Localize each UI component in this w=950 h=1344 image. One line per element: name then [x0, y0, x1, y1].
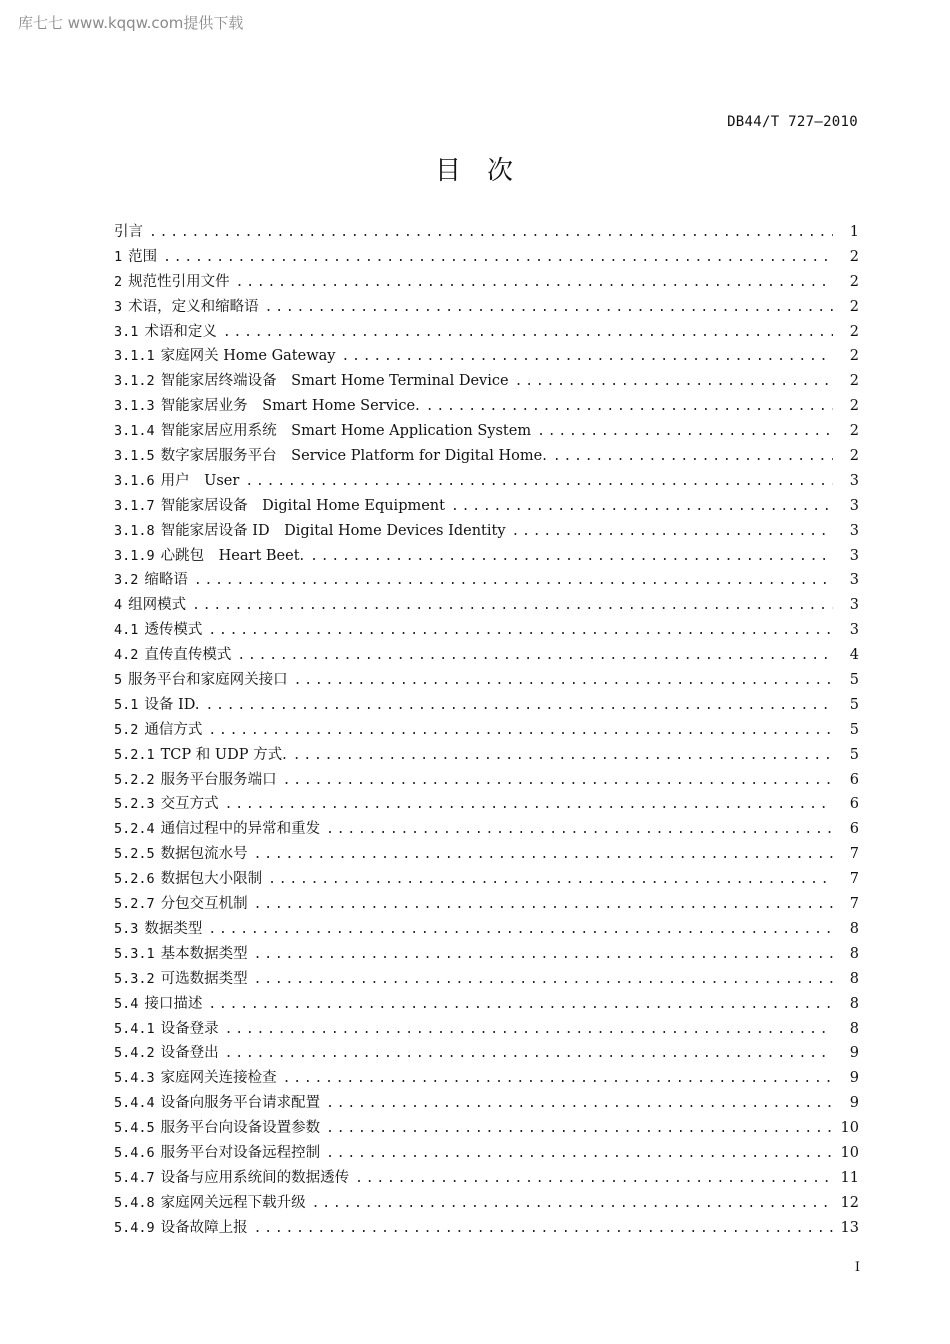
toc-entry-label: 家庭网关远程下载升级 — [160, 1194, 306, 1211]
toc-entry-label: 服务平台和家庭网关接口 — [128, 672, 288, 689]
toc-entry-label: 基本数据类型 — [160, 945, 248, 962]
toc-entry[interactable] — [114, 693, 859, 718]
toc-entry-label: 服务平台对设备远程控制 — [160, 1144, 321, 1161]
toc-entry[interactable] — [114, 892, 859, 917]
toc-entry[interactable] — [114, 1141, 859, 1166]
toc-leader-dots — [225, 1046, 833, 1061]
toc-entry[interactable] — [114, 867, 859, 892]
toc-entry-label: 直传直传模式 — [144, 647, 232, 664]
toc-entry-page: 11 — [840, 1169, 859, 1186]
toc-leader-dots — [254, 847, 833, 862]
toc-entry-page: 3 — [849, 522, 859, 539]
toc-entry[interactable] — [114, 469, 859, 494]
toc-entry-number: 3.1.8 — [114, 522, 155, 539]
toc-entry-number: 5.2 — [114, 721, 139, 738]
toc-entry-label: 通信方式 — [144, 721, 203, 738]
toc-leader-dots — [268, 872, 833, 887]
toc-entry[interactable] — [114, 394, 859, 419]
toc-entry-number: 3.1.5 — [114, 448, 155, 465]
toc-entry-page: 1 — [849, 224, 859, 240]
toc-entry[interactable] — [114, 917, 859, 942]
toc-entry-label: 范围 — [128, 248, 158, 265]
toc-entry[interactable] — [114, 1041, 859, 1066]
toc-entry-label: 智能家居终端设备 Smart Home Terminal Device — [160, 373, 509, 390]
toc-entry[interactable] — [114, 743, 859, 768]
toc-entry-page: 3 — [849, 472, 859, 489]
toc-leader-dots — [194, 573, 833, 588]
toc-entry-label: 组网模式 — [128, 597, 187, 614]
toc-entry[interactable] — [114, 817, 859, 842]
toc-entry-label: 术语，定义和缩略语 — [128, 298, 259, 315]
toc-entry-page: 4 — [849, 647, 859, 664]
toc-entry-number: 5.2.5 — [114, 846, 155, 863]
toc-entry-label: 设备故障上报 — [160, 1219, 248, 1236]
toc-entry-label: 引言 — [114, 224, 143, 240]
toc-leader-dots — [208, 723, 833, 738]
toc-entry-number: 5.3.2 — [114, 970, 155, 987]
toc-entry[interactable] — [114, 1166, 859, 1191]
toc-leader-dots — [208, 997, 833, 1012]
toc-entry-label: 智能家居设备 Digital Home Equipment — [160, 497, 445, 514]
toc-leader-dots — [192, 598, 833, 613]
toc-entry-label: 设备 ID. — [144, 696, 200, 713]
toc-leader-dots — [149, 225, 833, 240]
toc-entry-page: 5 — [849, 672, 859, 689]
toc-entry-page: 10 — [840, 1120, 859, 1137]
toc-entry-label: 用户 User — [160, 472, 240, 489]
toc-entry-label: 智能家居业务 Smart Home Service. — [160, 398, 420, 415]
toc-entry-page: 7 — [849, 871, 859, 888]
toc-entry-number: 3.1.3 — [114, 398, 155, 415]
toc-entry-page: 3 — [849, 547, 859, 564]
toc-entry-page: 9 — [849, 1095, 859, 1112]
toc-entry-number: 4 — [114, 597, 123, 614]
toc-entry[interactable] — [114, 344, 859, 369]
toc-entry-number: 5.4.2 — [114, 1045, 155, 1062]
toc-leader-dots — [326, 822, 833, 837]
toc-entry[interactable] — [114, 593, 859, 618]
toc-entry-number: 5.4 — [114, 995, 139, 1012]
toc-leader-dots — [326, 1146, 833, 1161]
toc-entry-number: 3.1.2 — [114, 373, 155, 390]
toc-entry-number: 5.3.1 — [114, 945, 155, 962]
toc-entry[interactable] — [114, 419, 859, 444]
toc-entry-number: 3.1 — [114, 323, 139, 340]
toc-leader-dots — [283, 773, 833, 788]
toc-entry-label: 家庭网关 Home Gateway — [160, 348, 336, 365]
toc-entry-page: 2 — [849, 448, 859, 465]
toc-entry-number: 3.1.1 — [114, 348, 155, 365]
toc-leader-dots — [254, 1221, 833, 1236]
table-of-contents — [114, 220, 859, 1241]
toc-leader-dots — [355, 1171, 833, 1186]
toc-entry[interactable] — [114, 967, 859, 992]
toc-entry-label: 设备与应用系统间的数据透传 — [160, 1169, 350, 1186]
toc-leader-dots — [293, 748, 833, 763]
toc-leader-dots — [515, 374, 833, 389]
toc-entry-label: 缩略语 — [144, 572, 188, 589]
toc-entry-number: 5 — [114, 672, 123, 689]
toc-entry-label: 设备登录 — [160, 1020, 219, 1037]
page-title: 目次 — [434, 156, 539, 186]
toc-entry-page: 13 — [840, 1219, 859, 1236]
toc-entry-page: 3 — [849, 572, 859, 589]
toc-entry-number: 5.4.9 — [114, 1219, 155, 1236]
toc-entry-page: 2 — [849, 398, 859, 415]
toc-entry-label: 设备登出 — [160, 1045, 219, 1062]
toc-entry-page: 2 — [849, 248, 859, 265]
toc-entry-label: 智能家居设备 ID Digital Home Devices Identity — [160, 522, 506, 539]
toc-entry-number: 5.4.3 — [114, 1070, 155, 1087]
toc-entry[interactable] — [114, 568, 859, 593]
toc-leader-dots — [326, 1096, 833, 1111]
toc-entry-label: TCP 和 UDP 方式. — [160, 746, 287, 763]
toc-leader-dots — [326, 1121, 833, 1136]
toc-leader-dots — [236, 275, 833, 290]
toc-entry-page: 2 — [849, 348, 859, 365]
toc-entry-number: 5.4.1 — [114, 1020, 155, 1037]
toc-entry[interactable] — [114, 768, 859, 793]
toc-entry[interactable] — [114, 942, 859, 967]
toc-entry-number: 5.2.7 — [114, 896, 155, 913]
toc-entry-page: 5 — [849, 746, 859, 763]
toc-leader-dots — [426, 399, 833, 414]
toc-leader-dots — [294, 673, 833, 688]
toc-entry-label: 通信过程中的异常和重发 — [160, 821, 321, 838]
toc-entry-number: 5.2.4 — [114, 821, 155, 838]
toc-entry-label: 术语和定义 — [144, 323, 217, 340]
toc-entry-number: 3.1.6 — [114, 472, 155, 489]
toc-entry-label: 设备向服务平台请求配置 — [160, 1095, 321, 1112]
watermark: 库七七 www.kqqw.com提供下载 — [18, 14, 244, 32]
toc-entry-page: 2 — [849, 323, 859, 340]
toc-entry[interactable] — [114, 1216, 859, 1241]
toc-entry-label: 数据包流水号 — [160, 846, 248, 863]
toc-entry[interactable] — [114, 1066, 859, 1091]
toc-entry-number: 3.2 — [114, 572, 139, 589]
toc-leader-dots — [208, 623, 833, 638]
toc-entry-label: 接口描述 — [144, 995, 203, 1012]
toc-leader-dots — [223, 325, 833, 340]
toc-leader-dots — [553, 449, 833, 464]
page-number: I — [854, 1260, 860, 1275]
toc-leader-dots — [225, 1022, 833, 1037]
toc-entry-label: 数据包大小限制 — [160, 871, 263, 888]
toc-entry-page: 2 — [849, 373, 859, 390]
toc-leader-dots — [254, 947, 833, 962]
toc-entry-page: 12 — [840, 1194, 859, 1211]
toc-entry[interactable] — [114, 643, 859, 668]
toc-entry-page: 6 — [849, 771, 859, 788]
toc-entry-number: 5.4.6 — [114, 1144, 155, 1161]
toc-entry-page: 2 — [849, 423, 859, 440]
toc-entry[interactable] — [114, 1116, 859, 1141]
toc-entry[interactable] — [114, 992, 859, 1017]
toc-leader-dots — [451, 499, 833, 514]
toc-entry-number: 4.2 — [114, 647, 139, 664]
toc-leader-dots — [283, 1071, 833, 1086]
toc-entry[interactable] — [114, 842, 859, 867]
toc-entry-label: 数字家居服务平台 Service Platform for Digital Home. — [160, 448, 547, 465]
toc-entry-page: 6 — [849, 821, 859, 838]
toc-entry-label: 智能家居应用系统 Smart Home Application System — [160, 423, 532, 440]
toc-leader-dots — [225, 797, 833, 812]
toc-entry[interactable] — [114, 494, 859, 519]
toc-entry-page: 6 — [849, 796, 859, 813]
toc-entry-number: 5.4.5 — [114, 1120, 155, 1137]
toc-entry-page: 8 — [849, 970, 859, 987]
toc-leader-dots — [245, 474, 833, 489]
toc-entry[interactable] — [114, 245, 859, 270]
toc-entry-number: 3.1.7 — [114, 497, 155, 514]
toc-entry-number: 5.2.3 — [114, 796, 155, 813]
toc-entry-number: 3.1.9 — [114, 547, 155, 564]
toc-entry-number: 5.2.1 — [114, 746, 155, 763]
toc-leader-dots — [512, 524, 833, 539]
toc-leader-dots — [341, 349, 833, 364]
toc-entry-page: 2 — [849, 273, 859, 290]
toc-entry[interactable] — [114, 718, 859, 743]
toc-entry-label: 交互方式 — [160, 796, 219, 813]
toc-entry-page: 8 — [849, 920, 859, 937]
toc-entry-number: 5.4.8 — [114, 1194, 155, 1211]
toc-entry-page: 7 — [849, 846, 859, 863]
toc-leader-dots — [312, 1196, 833, 1211]
toc-entry-number: 1 — [114, 248, 123, 265]
toc-entry-number: 5.4.7 — [114, 1169, 155, 1186]
toc-entry[interactable] — [114, 295, 859, 320]
toc-entry-label: 服务平台向设备设置参数 — [160, 1120, 321, 1137]
toc-entry-page: 9 — [849, 1045, 859, 1062]
toc-entry-page: 5 — [849, 721, 859, 738]
document-number: DB44/T 727—2010 — [727, 114, 858, 130]
toc-entry-number: 3.1.4 — [114, 423, 155, 440]
toc-entry[interactable] — [114, 668, 859, 693]
toc-entry[interactable] — [114, 270, 859, 295]
toc-entry[interactable] — [114, 544, 859, 569]
toc-leader-dots — [254, 897, 833, 912]
toc-entry-page: 8 — [849, 1020, 859, 1037]
toc-entry-number: 2 — [114, 273, 123, 290]
toc-leader-dots — [205, 698, 833, 713]
toc-entry-label: 可选数据类型 — [160, 970, 248, 987]
toc-entry[interactable] — [114, 519, 859, 544]
toc-entry-label: 分包交互机制 — [160, 896, 248, 913]
toc-leader-dots — [310, 549, 833, 564]
toc-entry-label: 透传模式 — [144, 622, 203, 639]
toc-entry-page: 8 — [849, 945, 859, 962]
toc-leader-dots — [265, 300, 833, 315]
toc-entry[interactable] — [114, 220, 859, 245]
toc-entry-number: 3 — [114, 298, 123, 315]
toc-entry-page: 10 — [840, 1144, 859, 1161]
toc-entry-number: 5.2.6 — [114, 871, 155, 888]
toc-entry[interactable] — [114, 792, 859, 817]
toc-entry-label: 心跳包 Heart Beet. — [160, 547, 305, 564]
toc-entry-number: 5.1 — [114, 696, 139, 713]
toc-entry-number: 5.2.2 — [114, 771, 155, 788]
toc-entry-label: 服务平台服务端口 — [160, 771, 277, 788]
toc-entry[interactable] — [114, 320, 859, 345]
toc-entry-page: 7 — [849, 896, 859, 913]
toc-leader-dots — [163, 250, 833, 265]
toc-entry-label: 家庭网关连接检查 — [160, 1070, 277, 1087]
toc-entry[interactable] — [114, 1017, 859, 1042]
toc-entry[interactable] — [114, 618, 859, 643]
toc-entry[interactable] — [114, 444, 859, 469]
toc-entry-label: 数据类型 — [144, 920, 203, 937]
toc-entry-page: 3 — [849, 597, 859, 614]
toc-entry-page: 2 — [849, 298, 859, 315]
toc-entry-page: 5 — [849, 696, 859, 713]
toc-entry-number: 4.1 — [114, 622, 139, 639]
toc-entry-number: 5.4.4 — [114, 1095, 155, 1112]
toc-entry-page: 3 — [849, 622, 859, 639]
toc-entry-label: 规范性引用文件 — [128, 273, 230, 290]
toc-leader-dots — [254, 972, 833, 987]
toc-entry-page: 3 — [849, 497, 859, 514]
toc-entry[interactable] — [114, 1091, 859, 1116]
toc-entry[interactable] — [114, 369, 859, 394]
toc-leader-dots — [208, 922, 833, 937]
toc-entry-number: 5.3 — [114, 920, 139, 937]
toc-entry[interactable] — [114, 1191, 859, 1216]
toc-entry-page: 9 — [849, 1070, 859, 1087]
toc-entry-page: 8 — [849, 995, 859, 1012]
toc-leader-dots — [537, 424, 833, 439]
toc-leader-dots — [237, 648, 833, 663]
